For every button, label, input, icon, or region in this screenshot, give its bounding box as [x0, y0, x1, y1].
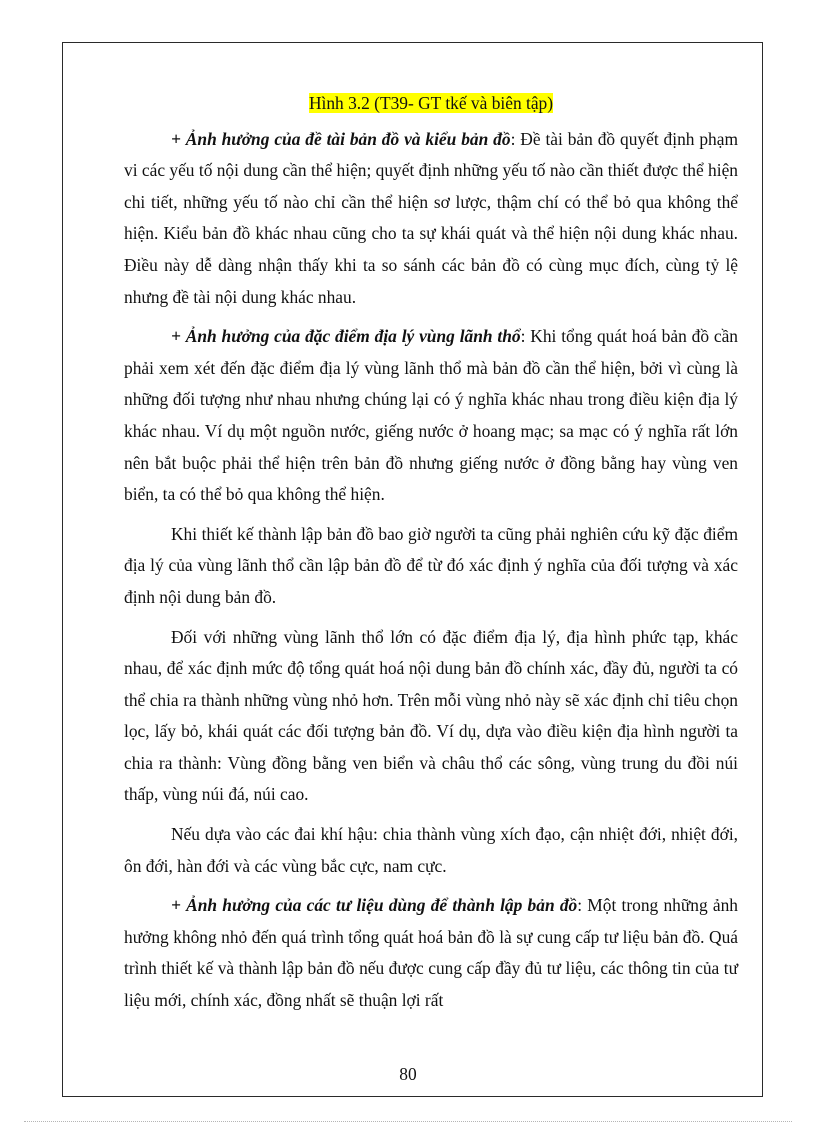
document-body: [124, 88, 738, 1025]
paragraph-lead: + Ảnh hưởng của các tư liệu dùng để thành lập bản đồ: [171, 895, 578, 916]
page-number: 80: [399, 1064, 417, 1084]
paragraph-text: Khi thiết kế thành lập bản đồ bao giờ người ta cũng phải nghiên cứu kỹ đặc điểm địa lý của vùng lãnh thổ cần lập bản đồ để từ đó xác định ý nghĩa của đối tượng và xác định nội dung bản đồ.: [124, 523, 738, 607]
figure-caption: [124, 88, 738, 120]
paragraph-climate-zones: [124, 819, 738, 882]
page-footer-rule: [24, 1121, 792, 1122]
paragraph-lead: + Ảnh hưởng của đặc điểm địa lý vùng lãnh thổ: [171, 326, 521, 347]
paragraph-topic-influence: [124, 124, 738, 314]
figure-caption-text: Hình 3.2 (T39- GT tkế và biên tập): [308, 93, 554, 113]
paragraph-lead: + Ảnh hưởng của đề tài bản đồ và kiểu bản đồ: [171, 128, 511, 149]
paragraph-large-territories: [124, 622, 738, 812]
paragraph-text: : Một trong những ảnh hưởng không nhỏ đến quá trình tổng quát hoá bản đồ là sự cung cấp tư liệu bản đồ. Quá trình thiết kế và thành lập bản đồ nếu được cung cấp đầy đủ tư liệu, các thông tin của tư liệu mới, chính xác, đồng nhất sẽ thuận lợi rất: [124, 895, 738, 1011]
paragraph-text: : Đề tài bản đồ quyết định phạm vi các yếu tố nội dung cần thể hiện; quyết định những yếu tố nào cần thiết được thể hiện chi tiết, những yếu tố nào chỉ cần thể hiện sơ lược, thậm chí có thể bỏ qua không thể hiện. Kiểu bản đồ khác nhau cũng cho ta sự khái quát và thể hiện nội dung khác nhau. Điều này dễ dàng nhận thấy khi ta so sánh các bản đồ có cùng mục đích, cùng tỷ lệ nhưng đề tài nội dung khác nhau.: [124, 128, 738, 307]
paragraph-text: Nếu dựa vào các đai khí hậu: chia thành vùng xích đạo, cận nhiệt đới, nhiệt đới, ôn đới, hàn đới và các vùng bắc cực, nam cực.: [124, 824, 738, 876]
paragraph-text: : Khi tổng quát hoá bản đồ cần phải xem xét đến đặc điểm địa lý vùng lãnh thổ mà bản đồ cần thể hiện, bởi vì cùng là những đối tượng như nhau nhưng chúng lại có ý nghĩa khác nhau trong điều kiện địa lý khác nhau. Ví dụ một nguồn nước, giếng nước ở hoang mạc; sa mạc có ý nghĩa rất lớn nên bắt buộc phải thể hiện trên bản đồ nhưng giếng nước ở đồng bằng hay vùng ven biển, ta có thể bỏ qua không thể hiện.: [124, 326, 738, 505]
paragraph-source-materials: [124, 890, 738, 1016]
paragraph-geography-influence: [124, 321, 738, 511]
paragraph-design-study: [124, 519, 738, 614]
paragraph-text: Đối với những vùng lãnh thổ lớn có đặc điểm địa lý, địa hình phức tạp, khác nhau, để xác định mức độ tổng quát hoá nội dung bản đồ chính xác, đầy đủ, người ta có thể chia ra thành những vùng nhỏ hơn. Trên mỗi vùng nhỏ này sẽ xác định chỉ tiêu chọn lọc, lấy bỏ, khái quát các đối tượng bản đồ. Ví dụ, dựa vào điều kiện địa hình người ta chia ra thành: Vùng đồng bằng ven biển và châu thổ các sông, vùng trung du đồi núi thấp, vùng núi đá, núi cao.: [124, 626, 738, 805]
